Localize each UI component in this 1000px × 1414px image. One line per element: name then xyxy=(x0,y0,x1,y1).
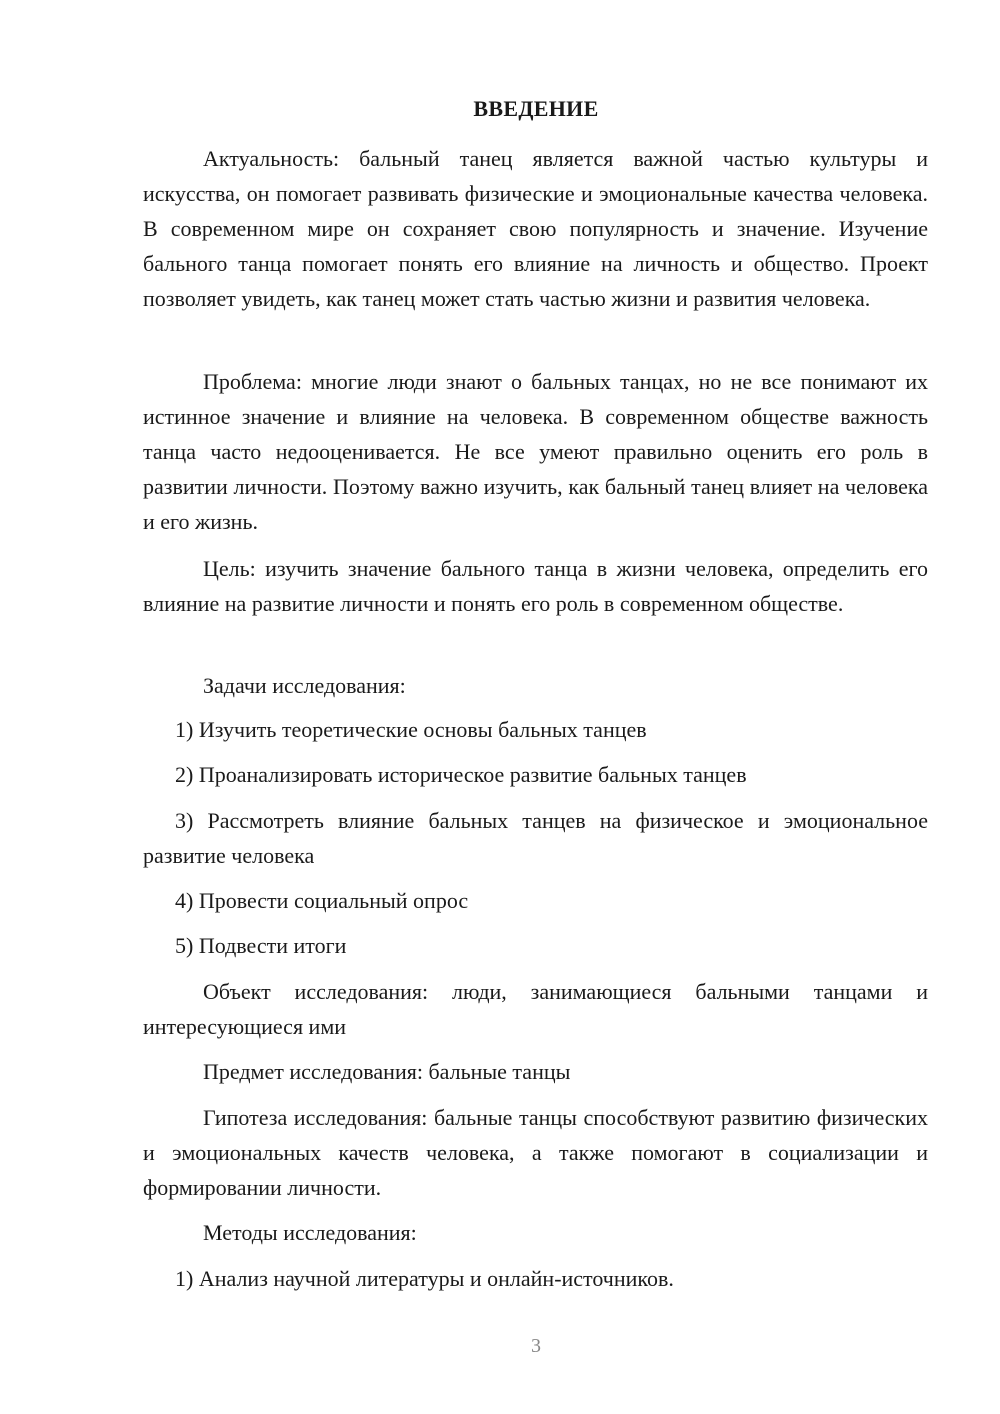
task-item-2: 2) Проанализировать историческое развитие бальных танцев xyxy=(175,762,747,787)
methods-title: Методы исследования: xyxy=(203,1220,417,1245)
task-item-4: 4) Провести социальный опрос xyxy=(175,888,469,913)
task-item-5: 5) Подвести итоги xyxy=(175,933,347,958)
task-item-3: 3) Рассмотреть влияние бальных танцев на физическое и эмоциональное развитие человека xyxy=(143,808,928,868)
paragraph-problem: Проблема: многие люди знают о бальных танцах, но не все понимают их истинное значение и влияние на человека. В современном обществе важность танца часто недооценивается. Не все умеют правильно оценить его роль в развитии личности. Поэтому важно изучить, как бальный танец влияет на человека и его жизнь. xyxy=(143,369,928,534)
paragraph-subject: Предмет исследования: бальные танцы xyxy=(203,1059,571,1084)
method-item-1: 1) Анализ научной литературы и онлайн-источников. xyxy=(175,1266,674,1291)
tasks-title: Задачи исследования: xyxy=(203,673,406,698)
page-title: ВВЕДЕНИЕ xyxy=(473,96,599,121)
task-item-1: 1) Изучить теоретические основы бальных танцев xyxy=(175,717,647,742)
paragraph-relevance: Актуальность: бальный танец является важной частью культуры и искусства, он помогает развивать физические и эмоциональные качества человека. В современном мире он сохраняет свою популярность и значение. Изучение бального танца помогает понять его влияние на личность и общество. Проект позволяет увидеть, как танец может стать частью жизни и развития человека. xyxy=(143,146,928,311)
paragraph-hypothesis: Гипотеза исследования: бальные танцы способствуют развитию физических и эмоциональных качеств человека, а также помогают в социализации и формировании личности. xyxy=(143,1105,928,1200)
paragraph-object: Объект исследования: люди, занимающиеся бальными танцами и интересующиеся ими xyxy=(143,979,928,1039)
paragraph-goal: Цель: изучить значение бального танца в жизни человека, определить его влияние на развитие личности и понять его роль в современном обществе. xyxy=(143,556,928,616)
page-number: 3 xyxy=(531,1335,541,1357)
